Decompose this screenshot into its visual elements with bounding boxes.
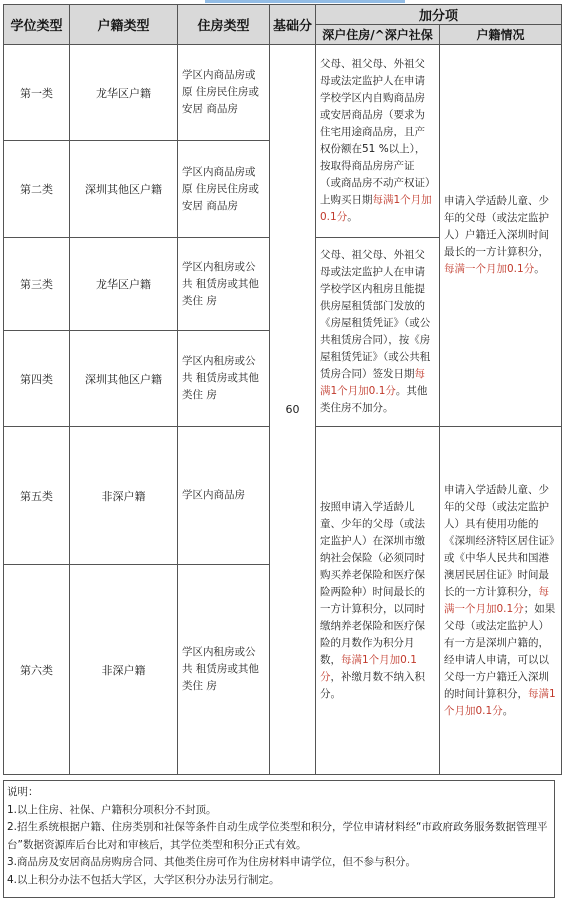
bonus-social-security-cell: [316, 427, 440, 775]
notes-section: [3, 780, 555, 898]
housing-type-cell: 学区内商品房或原 住房民住房或安居 商品房: [178, 141, 270, 238]
subheader-hukou: 户籍情况: [440, 25, 562, 45]
bonus-text: 按照申请入学适龄儿童、少年的父母（或法定监护人）在深圳市缴纳社会保险（必须同时购买养老保险和医疗保险两险种）时间最长的一方计算积分，以同时缴纳养老保险和医疗保险的月数作为积分月数，: [320, 500, 425, 666]
housing-type-cell: 学区内商品房或原 住房民住房或安居 商品房: [178, 45, 270, 141]
hukou-type-cell: 非深户籍: [70, 565, 178, 775]
header-hukou-type: 户籍类型: [70, 5, 178, 45]
bonus-text: ，补缴月数不纳入积分。: [320, 670, 425, 700]
school-type-cell: 第三类: [4, 238, 70, 331]
housing-type-cell: 学区内租房或公共 租赁房或其他类住 房: [178, 238, 270, 331]
school-type-cell: 第六类: [4, 565, 70, 775]
bonus-text: ；如果父母（或法定监护人）有一方是深圳户籍的，经申请人申请，可以以父母一方户籍迁入深圳的时间计算积分，: [444, 602, 556, 700]
header-school-type: 学位类型: [4, 5, 70, 45]
school-type-cell: 第一类: [4, 45, 70, 141]
note-item: 2.招生系统根据户籍、住房类别和社保等条件自动生成学位类型和积分，学位申请材料经“市政府政务服务数据管理平台”数据资源库后台比对和审核后，其学位类型和积分正式有效。: [7, 821, 548, 851]
bonus-text: 父母、祖父母、外祖父母或法定监护人在申请学校学区内租房且能提供房屋租赁部门发放的《房屋租赁凭证》（或公共租赁房合同），按《房屋租赁凭证》（或公共租赁房合同）签发日期: [320, 249, 431, 380]
bonus-rate: 每满一个月加0.1分: [444, 263, 535, 275]
bonus-text: 。: [347, 211, 358, 223]
school-type-cell: 第四类: [4, 331, 70, 427]
bonus-residence-permit-cell: [440, 427, 562, 775]
housing-type-cell: 学区内租房或公共 租赁房或其他类住 房: [178, 565, 270, 775]
bonus-text: 申请入学适龄儿童、少年的父母（或法定监护人）户籍迁入深圳时间最长的一方计算积分，: [444, 195, 549, 258]
bonus-rate: 每满1个月加0.1分: [320, 194, 432, 223]
bonus-rate: 每满1个月加0.1分: [320, 368, 425, 397]
admission-score-table: [3, 4, 562, 775]
bonus-housing-rented-cell: [316, 238, 440, 427]
header-row: [4, 5, 562, 25]
note-item: 1.以上住房、社保、户籍积分项积分不封顶。: [7, 803, 217, 816]
bonus-text: 。: [502, 704, 514, 717]
base-score-cell: 60: [270, 45, 316, 775]
bonus-text: 。其他类住房不加分。: [320, 385, 428, 414]
hukou-type-cell: 深圳其他区户籍: [70, 331, 178, 427]
bonus-text: 。: [534, 263, 545, 275]
table-row: [4, 45, 562, 141]
header-bonus: 加分项: [316, 5, 562, 25]
school-type-cell: 第五类: [4, 427, 70, 565]
subheader-housing-social: 深户住房/^深户社保: [316, 25, 440, 45]
top-link-bar: [205, 0, 405, 3]
bonus-rate: 每满1个月加0.1分: [444, 687, 556, 717]
hukou-type-cell: 龙华区户籍: [70, 238, 178, 331]
housing-type-cell: 学区内租房或公共 租赁房或其他类住 房: [178, 331, 270, 427]
header-housing-type: 住房类型: [178, 5, 270, 45]
bonus-housing-owned-cell: [316, 45, 440, 238]
bonus-text: 父母、祖父母、外祖父母或法定监护人在申请学校学区内自购商品房或安居商品房（要求为住宅用途商品房，且产权份额在51 %以上），按取得商品房房产证（或商品房不动产权证）上购买日期: [320, 58, 431, 206]
bonus-rate: 每满1个月加0.1分: [320, 653, 417, 683]
hukou-type-cell: 深圳其他区户籍: [70, 141, 178, 238]
bonus-hukou-local-cell: [440, 45, 562, 427]
note-item: 4.以上积分办法不包括大学区，大学区积分办法另行制定。: [7, 873, 280, 886]
housing-type-cell: 学区内商品房: [178, 427, 270, 565]
school-type-cell: 第二类: [4, 141, 70, 238]
bonus-rate: 每满一个月加0.1分: [444, 585, 549, 615]
bonus-text: 申请入学适龄儿童、少年的父母（或法定监护人）具有使用功能的《深圳经济特区居住证》或《中华人民共和国港澳居民居住证》时间最长的一方计算积分，: [444, 483, 555, 598]
header-base-score: 基础分: [270, 5, 316, 45]
notes-title: 说明：: [7, 786, 39, 798]
note-item: 3.商品房及安居商品房购房合同、其他类住房可作为住房材料申请学位，但不参与积分。: [7, 856, 417, 868]
hukou-type-cell: 龙华区户籍: [70, 45, 178, 141]
hukou-type-cell: 非深户籍: [70, 427, 178, 565]
